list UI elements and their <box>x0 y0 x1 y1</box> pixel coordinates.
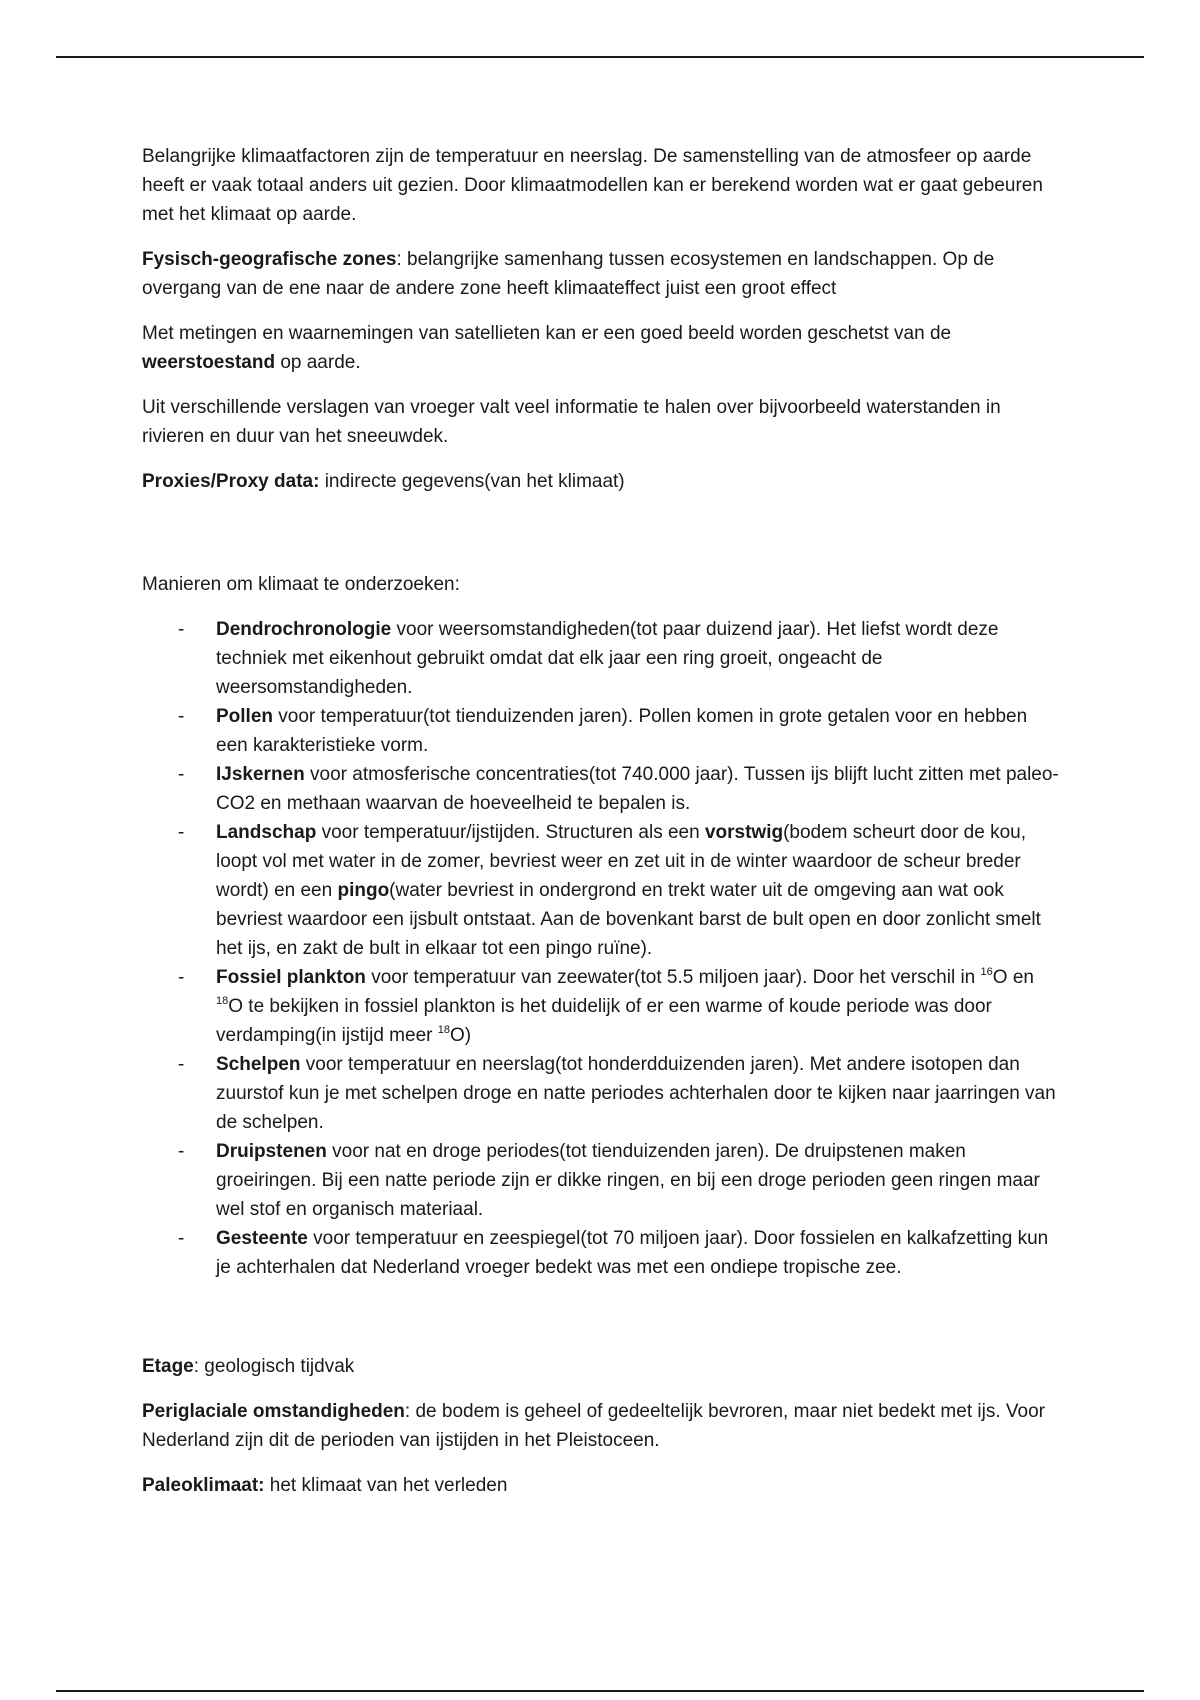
list-dash: - <box>178 967 185 988</box>
list-dash: - <box>178 706 185 727</box>
term: Periglaciale omstandigheden <box>142 1401 405 1422</box>
list-item-gesteente: - Gesteente voor temperatuur en zeespiegel(tot 70 miljoen jaar). Door fossielen en kalkafzetting kun je achterhalen dat Nederland vroeger bedekt was met een ondiepe tropische zee. <box>216 1224 1062 1282</box>
spacer <box>142 512 1062 570</box>
definition-fysisch-geografische-zones: Fysisch-geografische zones: belangrijke samenhang tussen ecosystemen en landschappen. Op de overgang van de ene naar de andere zone heeft klimaateffect juist een groot effect <box>142 249 995 299</box>
isotope-superscript: 18 <box>216 995 229 1007</box>
satellite-paragraph: Met metingen en waarnemingen van satellieten kan er een goed beeld worden geschetst van de weerstoestand op aarde. <box>142 323 952 373</box>
list-item-dendrochronologie: - Dendrochronologie voor weersomstandigheden(tot paar duizend jaar). Het liefst wordt deze techniek met eikenhout gebruikt omdat dat elk jaar een ring groeit, ongeacht de weersomstandigheden. <box>216 615 1062 702</box>
list-item-fossiel-plankton: - Fossiel plankton voor temperatuur van zeewater(tot 5.5 miljoen jaar). Door het verschil in $^{16}$O en $^{18}$O te bekijken in fossiel plankton is het duidelijk of er een warme of koude periode was door verdamping(in ijstijd meer $^{18}$O) <box>216 963 1062 1050</box>
list-dash: - <box>178 1054 185 1075</box>
term: Paleoklimaat: <box>142 1475 265 1496</box>
isotope-superscript: 18 <box>437 1024 450 1036</box>
list-dash: - <box>178 764 185 785</box>
definition-paleoklimaat: Paleoklimaat: het klimaat van het verleden <box>142 1475 508 1496</box>
document-body <box>142 142 1062 1516</box>
term: Fysisch-geografische zones <box>142 249 397 270</box>
list-item-ijskernen: - IJskernen voor atmosferische concentraties(tot 740.000 jaar). Tussen ijs blijft lucht zitten met paleo-CO2 en methaan waarvan de hoeveelheid te bepalen is. <box>216 760 1062 818</box>
list-item-druipstenen: - Druipstenen voor nat en droge periodes(tot tienduizenden jaren). De druipstenen maken groeiringen. Bij een natte periode zijn er dikke ringen, en bij een droge perioden geen ringen maar wel stof en organisch materiaal. <box>216 1137 1062 1224</box>
term: Schelpen <box>216 1054 301 1075</box>
list-dash: - <box>178 1228 185 1249</box>
isotope-superscript: 16 <box>980 966 993 978</box>
term: weerstoestand <box>142 352 276 373</box>
term: Etage <box>142 1356 194 1377</box>
spacer <box>142 1298 1062 1352</box>
methods-heading: Manieren om klimaat te onderzoeken: <box>142 574 460 595</box>
term: Druipstenen <box>216 1141 327 1162</box>
methods-list <box>142 615 1062 1282</box>
list-item-landschap: - Landschap voor temperatuur/ijstijden. Structuren als een vorstwig(bodem scheurt door de kou, loopt vol met water in de zomer, bevriest weer en zet uit in de winter waardoor de scheur breder wordt) en een pingo(water bevriest in ondergrond en trekt water uit de omgeving aan wat ook bevriest waardoor een ijsbult ontstaat. Aan de bovenkant barst de bult open en door zonlicht smelt het ijs, en zakt de bult in elkaar tot een pingo ruïne). <box>216 818 1062 963</box>
footer-rule <box>56 1690 1144 1692</box>
header-rule <box>56 56 1144 58</box>
term: Pollen <box>216 706 274 727</box>
list-dash: - <box>178 619 185 640</box>
term-vorstwig: vorstwig <box>704 822 784 843</box>
intro-paragraph: Belangrijke klimaatfactoren zijn de temperatuur en neerslag. De samenstelling van de atmosfeer op aarde heeft er vaak totaal anders uit gezien. Door klimaatmodellen kan er berekend worden wat er gaat gebeuren met het klimaat op aarde. <box>142 146 1043 225</box>
list-item-pollen: - Pollen voor temperatuur(tot tienduizenden jaren). Pollen komen in grote getalen voor en hebben een karakteristieke vorm. <box>216 702 1062 760</box>
term: Gesteente <box>216 1228 308 1249</box>
term: Dendrochronologie <box>216 619 392 640</box>
definition-proxies: Proxies/Proxy data: indirecte gegevens(van het klimaat) <box>142 471 625 492</box>
definition-periglaciale-omstandigheden: Periglaciale omstandigheden: de bodem is geheel of gedeeltelijk bevroren, maar niet bedekt met ijs. Voor Nederland zijn dit de perioden van ijstijden in het Pleistoceen. <box>142 1401 1045 1451</box>
definition-etage: Etage: geologisch tijdvak <box>142 1356 355 1377</box>
list-dash: - <box>178 822 185 843</box>
term: Fossiel plankton <box>216 967 366 988</box>
historical-reports-paragraph: Uit verschillende verslagen van vroeger valt veel informatie te halen over bijvoorbeeld waterstanden in rivieren en duur van het sneeuwdek. <box>142 397 1001 447</box>
list-dash: - <box>178 1141 185 1162</box>
term: IJskernen <box>216 764 305 785</box>
term-pingo: pingo <box>337 880 390 901</box>
term: Landschap <box>216 822 317 843</box>
list-item-schelpen: - Schelpen voor temperatuur en neerslag(tot honderdduizenden jaren). Met andere isotopen dan zuurstof kun je met schelpen droge en natte periodes achterhalen door te kijken naar jaarringen van de schelpen. <box>216 1050 1062 1137</box>
term: Proxies/Proxy data: <box>142 471 320 492</box>
